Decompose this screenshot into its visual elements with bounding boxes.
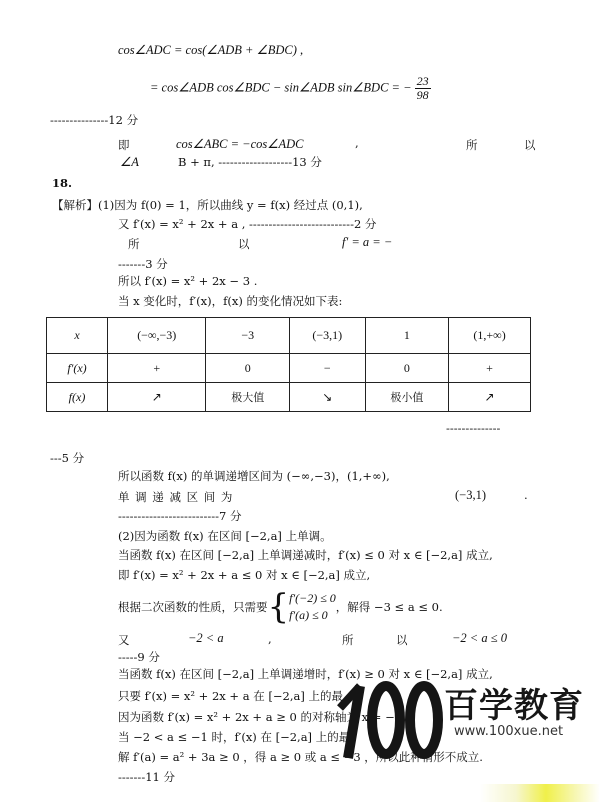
table-cell: −	[290, 354, 366, 383]
solution-line-4: 所以 f′(x) = x² + 2x − 3 .	[118, 274, 258, 288]
score-3: -------3 分	[118, 257, 168, 271]
fraction-23-98	[415, 75, 431, 102]
solution-line-13: 因为函数 f′(x) = x² + 2x + a ≥ 0 的对称轴为 x = −1,	[118, 710, 406, 724]
formula-f-prime-a: f′ = a = −	[342, 235, 393, 249]
table-cell: ↗	[449, 383, 531, 412]
watermark-stripe	[480, 784, 600, 802]
period: .	[524, 488, 528, 502]
formula-cos-abc: cos∠ABC = −cos∠ADC	[176, 137, 304, 151]
formula-cos-expand-text: = cos∠ADB cos∠BDC − sin∠ADB sin∠BDC = −	[150, 80, 412, 95]
score-5: ---5 分	[50, 451, 85, 465]
score-9: -----9 分	[118, 650, 160, 664]
dash-line: --------------	[446, 421, 501, 435]
text-suo: 所	[466, 138, 478, 152]
comma-2: ,	[268, 632, 272, 646]
brace-icon: {	[267, 587, 290, 627]
variation-table	[46, 317, 531, 412]
score-12: ---------------12 分	[50, 113, 139, 127]
text-suo-3: 所	[342, 633, 354, 647]
table-cell: (1,+∞)	[449, 318, 531, 354]
text-decreasing-interval: 单 调 递 减 区 间 为	[118, 490, 234, 504]
formula-cos-adc: cos∠ADC = cos(∠ADB + ∠BDC) ,	[118, 43, 304, 57]
question-18: 18.	[52, 176, 73, 190]
comma: ,	[355, 136, 359, 150]
table-row	[47, 383, 531, 412]
solution-line-10	[118, 587, 443, 627]
text-solve: ，解得 −3 ≤ a ≤ 0.	[335, 600, 443, 614]
table-cell: (−∞,−3)	[108, 318, 206, 354]
table-cell: +	[108, 354, 206, 383]
formula-angle-a: ∠A	[120, 155, 139, 169]
fraction-denominator: 98	[416, 88, 429, 102]
text-yi-3: 以	[396, 633, 408, 647]
text-you: 又	[118, 633, 130, 647]
table-cell: +	[449, 354, 531, 383]
solution-line-6: 所以函数 f(x) 的单调递增区间为 (−∞,−3)，(1,+∞),	[118, 469, 390, 483]
solution-line-15: 解 f′(a) = a² + 3a ≥ 0 ，得 a ≥ 0 或 a ≤ −3 ，所以此种情形不成立.	[118, 750, 483, 764]
text-yi-2: 以	[238, 237, 250, 251]
score-11: -------11 分	[118, 770, 175, 784]
solution-line-9: 即 f′(x) = x² + 2x + a ≤ 0 对 x ∈ [−2,a] 成立,	[118, 568, 371, 582]
condition-1: f′(−2) ≤ 0	[289, 591, 336, 605]
part-2-intro: (2)因为函数 f(x) 在区间 [−2,a] 上单调。	[118, 529, 332, 543]
table-cell: ↗	[108, 383, 206, 412]
text-ji: 即	[118, 138, 130, 152]
table-row	[47, 318, 531, 354]
table-cell: f(x)	[47, 383, 108, 412]
interval-decreasing: (−3,1)	[455, 488, 486, 502]
table-cell: −3	[206, 318, 290, 354]
formula-a-range: −2 < a ≤ 0	[452, 631, 507, 645]
score-13: B + π, -------------------13 分	[178, 155, 322, 169]
fraction-numerator: 23	[416, 74, 429, 88]
table-cell: 极小值	[365, 383, 449, 412]
text-yi: 以	[524, 138, 536, 152]
solution-line-1: 【解析】(1)因为 f(0) = 1，所以曲线 y = f(x) 经过点 (0,1),	[52, 198, 363, 212]
solution-line-5: 当 x 变化时，f′(x)，f(x) 的变化情况如下表:	[118, 294, 343, 308]
table-cell: (−3,1)	[290, 318, 366, 354]
brand-url: www.100xue.net	[454, 724, 564, 739]
table-cell: 极大值	[206, 383, 290, 412]
table-cell: ↘	[290, 383, 366, 412]
formula-cos-expand	[150, 75, 431, 102]
table-cell: 1	[365, 318, 449, 354]
formula-a-gt: −2 < a	[188, 631, 224, 645]
solution-line-8: 当函数 f(x) 在区间 [−2,a] 上单调递减时，f′(x) ≤ 0 对 x ∈ [−2,a] 成立,	[118, 548, 493, 562]
table-cell: f′(x)	[47, 354, 108, 383]
watermark-logo	[330, 668, 590, 778]
solution-line-12: 只要 f′(x) = x² + 2x + a 在 [−2,a] 上的最	[118, 689, 343, 703]
brand-name: 百学教育	[444, 686, 584, 726]
text-suo-2: 所	[128, 237, 140, 251]
score-7: --------------------------7 分	[118, 509, 242, 523]
table-cell: 0	[206, 354, 290, 383]
solution-line-2: 又 f′(x) = x² + 2x + a , ---------------------------2 分	[118, 217, 377, 231]
condition-2: f′(a) ≤ 0	[289, 608, 328, 622]
solution-line-14: 当 −2 < a ≤ −1 时，f′(x) 在 [−2,a] 上的最	[118, 730, 351, 744]
condition-stack	[289, 590, 336, 624]
text-condition: 根据二次函数的性质，只需要	[118, 600, 268, 614]
table-cell: x	[47, 318, 108, 354]
table-cell: 0	[365, 354, 449, 383]
solution-line-11: 当函数 f(x) 在区间 [−2,a] 上单调递增时，f′(x) ≥ 0 对 x ∈ [−2,a] 成立,	[118, 667, 493, 681]
table-row	[47, 354, 531, 383]
